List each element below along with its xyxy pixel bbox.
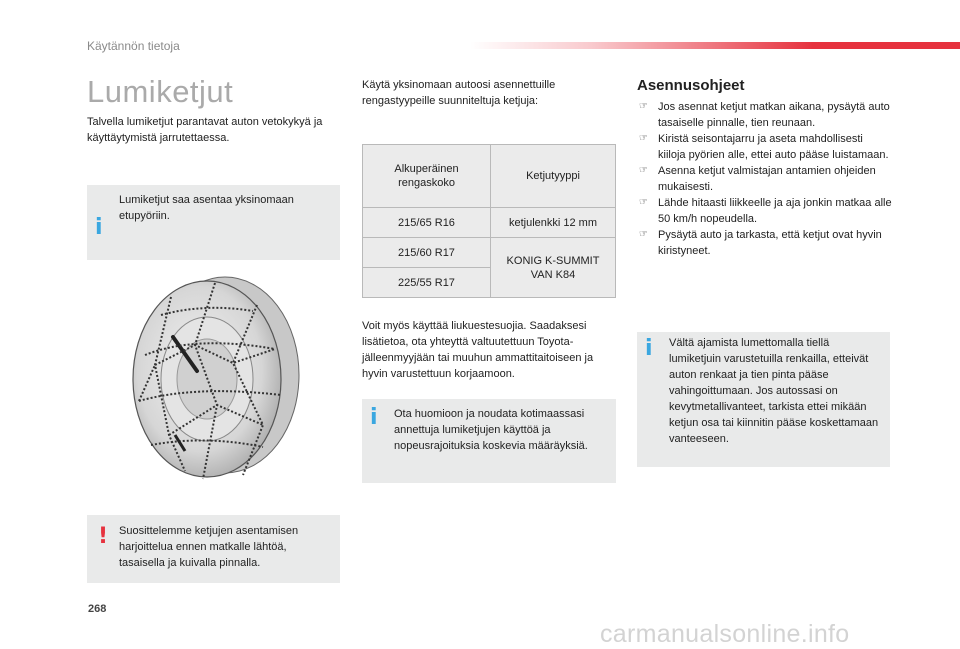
header-accent-bar (470, 42, 960, 49)
chain-type-cell: KONIG K-SUMMIT VAN K84 (491, 238, 616, 298)
step-text: Lähde hitaasti liikkeelle ja aja jonkin matkaa alle 50 km/h nopeudella. (658, 197, 892, 225)
installation-steps (637, 99, 892, 259)
list-item (637, 227, 892, 259)
tyre-size-cell: 215/65 R16 (363, 208, 491, 238)
note-text: Ota huomioon ja noudata kotimaassasi annettuja lumiketjujen käyttöä ja nopeusrajoituksia koskevia määräyksiä. (394, 408, 588, 452)
tyre-chain-table (362, 144, 616, 298)
header-cell-chain-type: Ketjutyyppi (491, 145, 616, 208)
pointing-hand-icon: ☞ (639, 229, 648, 240)
tyre-size-cell: 215/60 R17 (363, 238, 491, 268)
info-icon: i (95, 215, 103, 240)
info-icon: i (370, 405, 378, 430)
watermark: carmanualsonline.info (600, 620, 850, 648)
step-text: Jos asennat ketjut matkan aikana, pysäytä auto tasaiselle pinnalle, tien reunaan. (658, 101, 890, 129)
note-text: Suosittelemme ketjujen asentamisen harjoittelua ennen matkalle lähtöä, tasaisella ja kuivalla pinnalla. (119, 525, 299, 569)
pointing-hand-icon: ☞ (639, 101, 648, 112)
chain-compatibility-intro: Käytä yksinomaan autoosi asennettuille rengastyypeille suunniteltuja ketjuja: (362, 79, 556, 107)
pointing-hand-icon: ☞ (639, 133, 648, 144)
table-row (363, 208, 616, 238)
step-text: Asenna ketjut valmistajan antamien ohjeiden mukaisesti. (658, 165, 876, 193)
info-note-regulations (362, 399, 616, 483)
pointing-hand-icon: ☞ (639, 165, 648, 176)
intro-text: Talvella lumiketjut parantavat auton vetokykyä ja käyttäytymistä jarrutettaessa. (87, 116, 323, 144)
info-note-alloy-wheels (637, 332, 890, 467)
tyre-size-cell: 225/55 R17 (363, 268, 491, 298)
warning-note-practice (87, 515, 340, 583)
list-item (637, 195, 892, 227)
list-item (637, 99, 892, 131)
info-note-front-wheels (87, 185, 340, 260)
anti-skid-paragraph: Voit myös käyttää liukuestesuojia. Saadaksesi lisätietoa, ota yhteyttä valtuutettuun Toyota-jälleenmyyjään tai muuhun ammattitaitoiseen ja hyvin varustettuun korjaamoon. (362, 320, 594, 380)
list-item (637, 131, 892, 163)
table-row (363, 238, 616, 268)
chain-type-cell: ketjulenkki 12 mm (491, 208, 616, 238)
step-text: Kiristä seisontajarru ja aseta mahdollisesti kiiloja pyörien alle, ettei auto pääse luistamaan. (658, 133, 889, 161)
warning-icon: ! (98, 524, 109, 549)
list-item (637, 163, 892, 195)
header-cell-tyre-size: Alkuperäinen rengaskoko (363, 145, 491, 208)
table-header-row (363, 145, 616, 208)
step-text: Pysäytä auto ja tarkasta, että ketjut ovat hyvin kiristyneet. (658, 229, 882, 257)
snow-chain-tire-illustration (125, 275, 303, 485)
page-number: 268 (88, 603, 107, 615)
note-text: Vältä ajamista lumettomalla tiellä lumiketjuin varustetuilla renkailla, etteivät auton renkaat ja tien pinta pääse vahingoittumaan. Jos autossasi on kevytmetallivanteet, tarkista ettei mikään ketjun osa tai kiinnitin pääse koskettamaan vanteeseen. (669, 337, 879, 445)
info-icon: i (645, 336, 653, 361)
section-header-label: Käytännön tietoja (87, 39, 180, 53)
page-title: Lumiketjut (87, 74, 234, 109)
note-text: Lumiketjut saa asentaa yksinomaan etupyöriin. (119, 194, 294, 222)
installation-heading: Asennusohjeet (637, 77, 745, 94)
pointing-hand-icon: ☞ (639, 197, 648, 208)
